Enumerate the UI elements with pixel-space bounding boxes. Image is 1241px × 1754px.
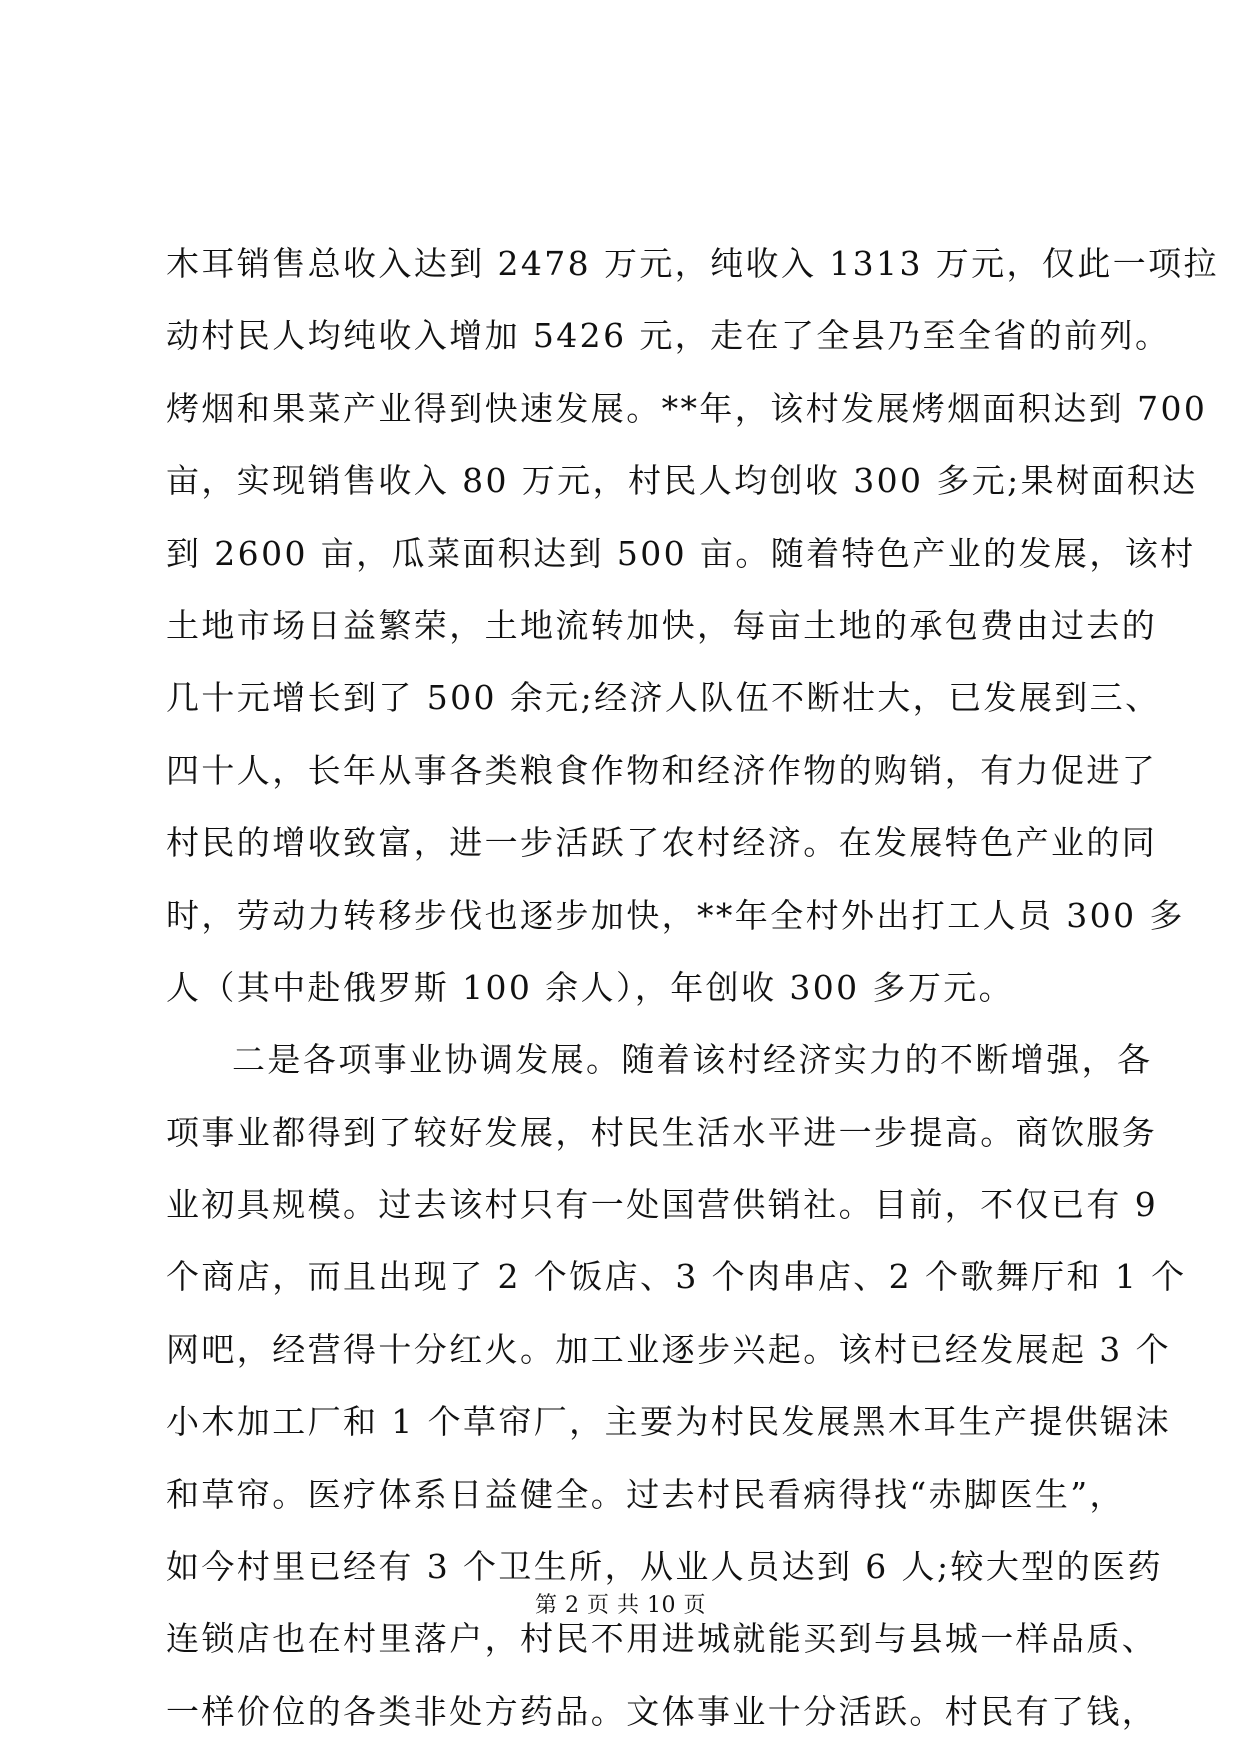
text-line: 亩，实现销售收入 80 万元，村民人均创收 300 多元;果树面积达 bbox=[166, 461, 1198, 501]
text-line: 到 2600 亩，瓜菜面积达到 500 亩。随着特色产业的发展，该村 bbox=[166, 533, 1196, 573]
text-line: 几十元增长到了 500 余元;经济人队伍不断壮大，已发展到三、 bbox=[166, 678, 1161, 718]
text-line: 一样价位的各类非处方药品。文体事业十分活跃。村民有了钱， bbox=[166, 1691, 1158, 1731]
paragraph-start-line: 二是各项事业协调发展。随着该村经济实力的不断增强，各 bbox=[232, 1040, 1153, 1080]
text-line: 和草帘。医疗体系日益健全。过去村民看病得找“赤脚医生”， bbox=[166, 1474, 1125, 1514]
text-line: 连锁店也在村里落户，村民不用进城就能买到与县城一样品质、 bbox=[166, 1619, 1158, 1659]
text-line: 动村民人均纯收入增加 5426 元，走在了全县乃至全省的前列。 bbox=[166, 316, 1171, 356]
text-line: 时，劳动力转移步伐也逐步加快，**年全村外出打工人员 300 多 bbox=[166, 895, 1185, 935]
text-line: 四十人，长年从事各类粮食作物和经济作物的购销，有力促进了 bbox=[166, 750, 1158, 790]
text-line: 业初具规模。过去该村只有一处国营供销社。目前，不仅已有 9 bbox=[166, 1185, 1159, 1225]
text-line: 木耳销售总收入达到 2478 万元，纯收入 1313 万元，仅此一项拉 bbox=[166, 244, 1219, 283]
text-line: 个商店，而且出现了 2 个饭店、3 个肉串店、2 个歌舞厅和 1 个 bbox=[166, 1257, 1187, 1297]
page-number-footer: 第 2 页 共 10 页 bbox=[535, 1593, 706, 1618]
text-line: 项事业都得到了较好发展，村民生活水平进一步提高。商饮服务 bbox=[166, 1112, 1158, 1152]
text-line: 网吧，经营得十分红火。加工业逐步兴起。该村已经发展起 3 个 bbox=[166, 1329, 1171, 1369]
text-line: 人（其中赴俄罗斯 100 余人），年创收 300 多万元。 bbox=[166, 967, 1015, 1007]
document-body bbox=[166, 228, 1219, 1748]
text-line: 烤烟和果菜产业得到快速发展。**年，该村发展烤烟面积达到 700 bbox=[166, 388, 1208, 428]
text-line: 土地市场日益繁荣，土地流转加快，每亩土地的承包费由过去的 bbox=[166, 605, 1158, 645]
text-line: 如今村里已经有 3 个卫生所，从业人员达到 6 人;较大型的医药 bbox=[166, 1547, 1163, 1587]
text-line: 小木加工厂和 1 个草帘厂，主要为村民发展黑木耳生产提供锯沫 bbox=[166, 1402, 1171, 1442]
text-line: 村民的增收致富，进一步活跃了农村经济。在发展特色产业的同 bbox=[166, 823, 1158, 863]
